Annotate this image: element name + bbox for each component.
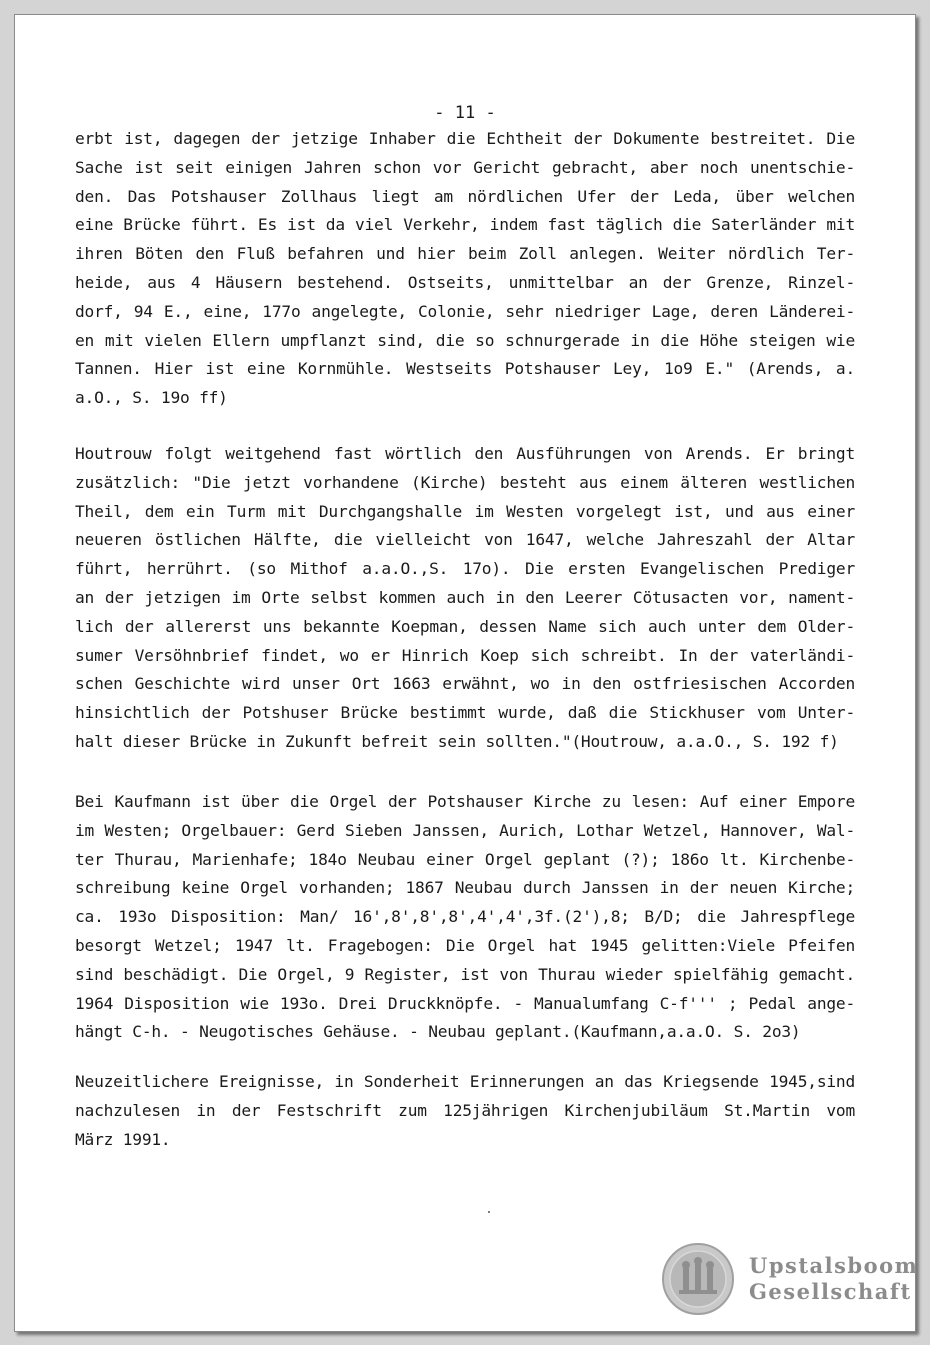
upstalsboom-seal-icon bbox=[661, 1242, 735, 1316]
paragraph-4 bbox=[75, 1068, 855, 1154]
page-number: - 11 - bbox=[434, 103, 496, 123]
text-line: März 1991. bbox=[75, 1129, 171, 1149]
text-line: führt, herrührt. (so Mithof a.a.O.,S. 17o). Die ersten Evangelischen Prediger bbox=[75, 559, 855, 579]
text-line: schen Geschichte wird unser Ort 1663 erwähnt, wo in den ostfriesischen Accorden bbox=[75, 674, 855, 694]
text-line: an der jetzigen im Orte selbst kommen auch in den Leerer Cötusacten vor, nament- bbox=[75, 587, 855, 607]
text-line: ter Thurau, Marienhafe; 184o Neubau einer Orgel geplant (?); 186o lt. Kirchenbe- bbox=[75, 849, 855, 869]
text-line: Houtrouw folgt weitgehend fast wörtlich den Ausführungen von Arends. Er bringt bbox=[75, 444, 855, 463]
text-line: a.O., S. 19o ff) bbox=[75, 388, 228, 408]
paragraph-3 bbox=[75, 788, 855, 1047]
text-line: Sache ist seit einigen Jahren schon vor Gericht gebracht, aber noch unentschie- bbox=[75, 157, 855, 177]
text-line: halt dieser Brücke in Zukunft befreit sein sollten."(Houtrouw, a.a.O., S. 192 f) bbox=[75, 731, 839, 751]
text-line: Neuzeitlichere Ereignisse, in Sonderheit Erinnerungen an das Kriegsende 1945,sind bbox=[75, 1072, 855, 1091]
text-line: 1964 Disposition wie 193o. Drei Druckknöpfe. - Manualumfang C-f''' ; Pedal ange- bbox=[75, 993, 855, 1013]
document-page bbox=[14, 14, 919, 1332]
logo-line-1: Upstalsboom bbox=[749, 1253, 919, 1278]
stray-mark bbox=[488, 1211, 490, 1213]
text-line: lich der allererst uns bekannte Koepman, dessen Name sich auch unter dem Older- bbox=[75, 616, 855, 636]
logo-line-2: Gesellschaft bbox=[749, 1279, 912, 1304]
text-line: Tannen. Hier ist eine Kornmühle. Westseits Potshauser Ley, 1o9 E." (Arends, a. bbox=[75, 359, 855, 379]
text-line: sind beschädigt. Die Orgel, 9 Register, ist von Thurau wieder spielfähig gemacht. bbox=[75, 964, 855, 984]
text-line: sumer Versöhnbrief findet, wo er Hinrich Koep sich schreibt. In der vaterländi- bbox=[75, 645, 855, 665]
text-line: schreibung keine Orgel vorhanden; 1867 Neubau durch Janssen in der neuen Kirche; bbox=[75, 878, 855, 898]
logo-text bbox=[749, 1253, 918, 1305]
text-line: hinsichtlich der Potshuser Brücke bestimmt wurde, daß die Stickhuser vom Unter- bbox=[75, 703, 855, 723]
text-line: den. Das Potshauser Zollhaus liegt am nördlichen Ufer der Leda, über welchen bbox=[75, 186, 855, 206]
text-line: dorf, 94 E., eine, 177o angelegte, Colonie, sehr niedriger Lage, deren Länderei- bbox=[75, 301, 855, 321]
text-line: en mit vielen Ellern umpflanzt sind, die so schnurgerade in die Höhe steigen wie bbox=[75, 330, 855, 350]
text-line: zusätzlich: "Die jetzt vorhandene (Kirche) besteht aus einem älteren westlichen bbox=[75, 472, 855, 492]
text-line: hängt C-h. - Neugotisches Gehäuse. - Neubau geplant.(Kaufmann,a.a.O. S. 2o3) bbox=[75, 1022, 801, 1042]
text-line: neueren östlichen Hälfte, die vielleicht von 1647, welche Jahreszahl der Altar bbox=[75, 530, 855, 550]
paragraph-2 bbox=[75, 440, 855, 757]
text-line: besorgt Wetzel; 1947 lt. Fragebogen: Die Orgel hat 1945 gelitten:Viele Pfeifen bbox=[75, 935, 855, 955]
text-line: erbt ist, dagegen der jetzige Inhaber die Echtheit der Dokumente bestreitet. Die bbox=[75, 129, 855, 148]
upstalsboom-logo bbox=[661, 1242, 918, 1316]
text-line: Bei Kaufmann ist über die Orgel der Potshauser Kirche zu lesen: Auf einer Empore bbox=[75, 792, 855, 811]
text-line: ihren Böten den Fluß befahren und hier beim Zoll anlegen. Weiter nördlich Ter- bbox=[75, 244, 855, 264]
text-line: heide, aus 4 Häusern bestehend. Ostseits, unmittelbar an der Grenze, Rinzel- bbox=[75, 272, 855, 292]
text-line: nachzulesen in der Festschrift zum 125jährigen Kirchenjubiläum St.Martin vom bbox=[75, 1100, 855, 1120]
paragraph-1 bbox=[75, 125, 855, 413]
text-line: eine Brücke führt. Es ist da viel Verkehr, indem fast täglich die Saterländer mit bbox=[75, 215, 855, 235]
text-line: im Westen; Orgelbauer: Gerd Sieben Janssen, Aurich, Lothar Wetzel, Hannover, Wal- bbox=[75, 820, 855, 840]
text-line: Theil, dem ein Turm mit Durchgangshalle im Westen vorgelegt ist, und aus einer bbox=[75, 501, 855, 521]
text-line: ca. 193o Disposition: Man/ 16',8',8',8',4',4',3f.(2'),8; B/D; die Jahrespflege bbox=[75, 907, 855, 927]
